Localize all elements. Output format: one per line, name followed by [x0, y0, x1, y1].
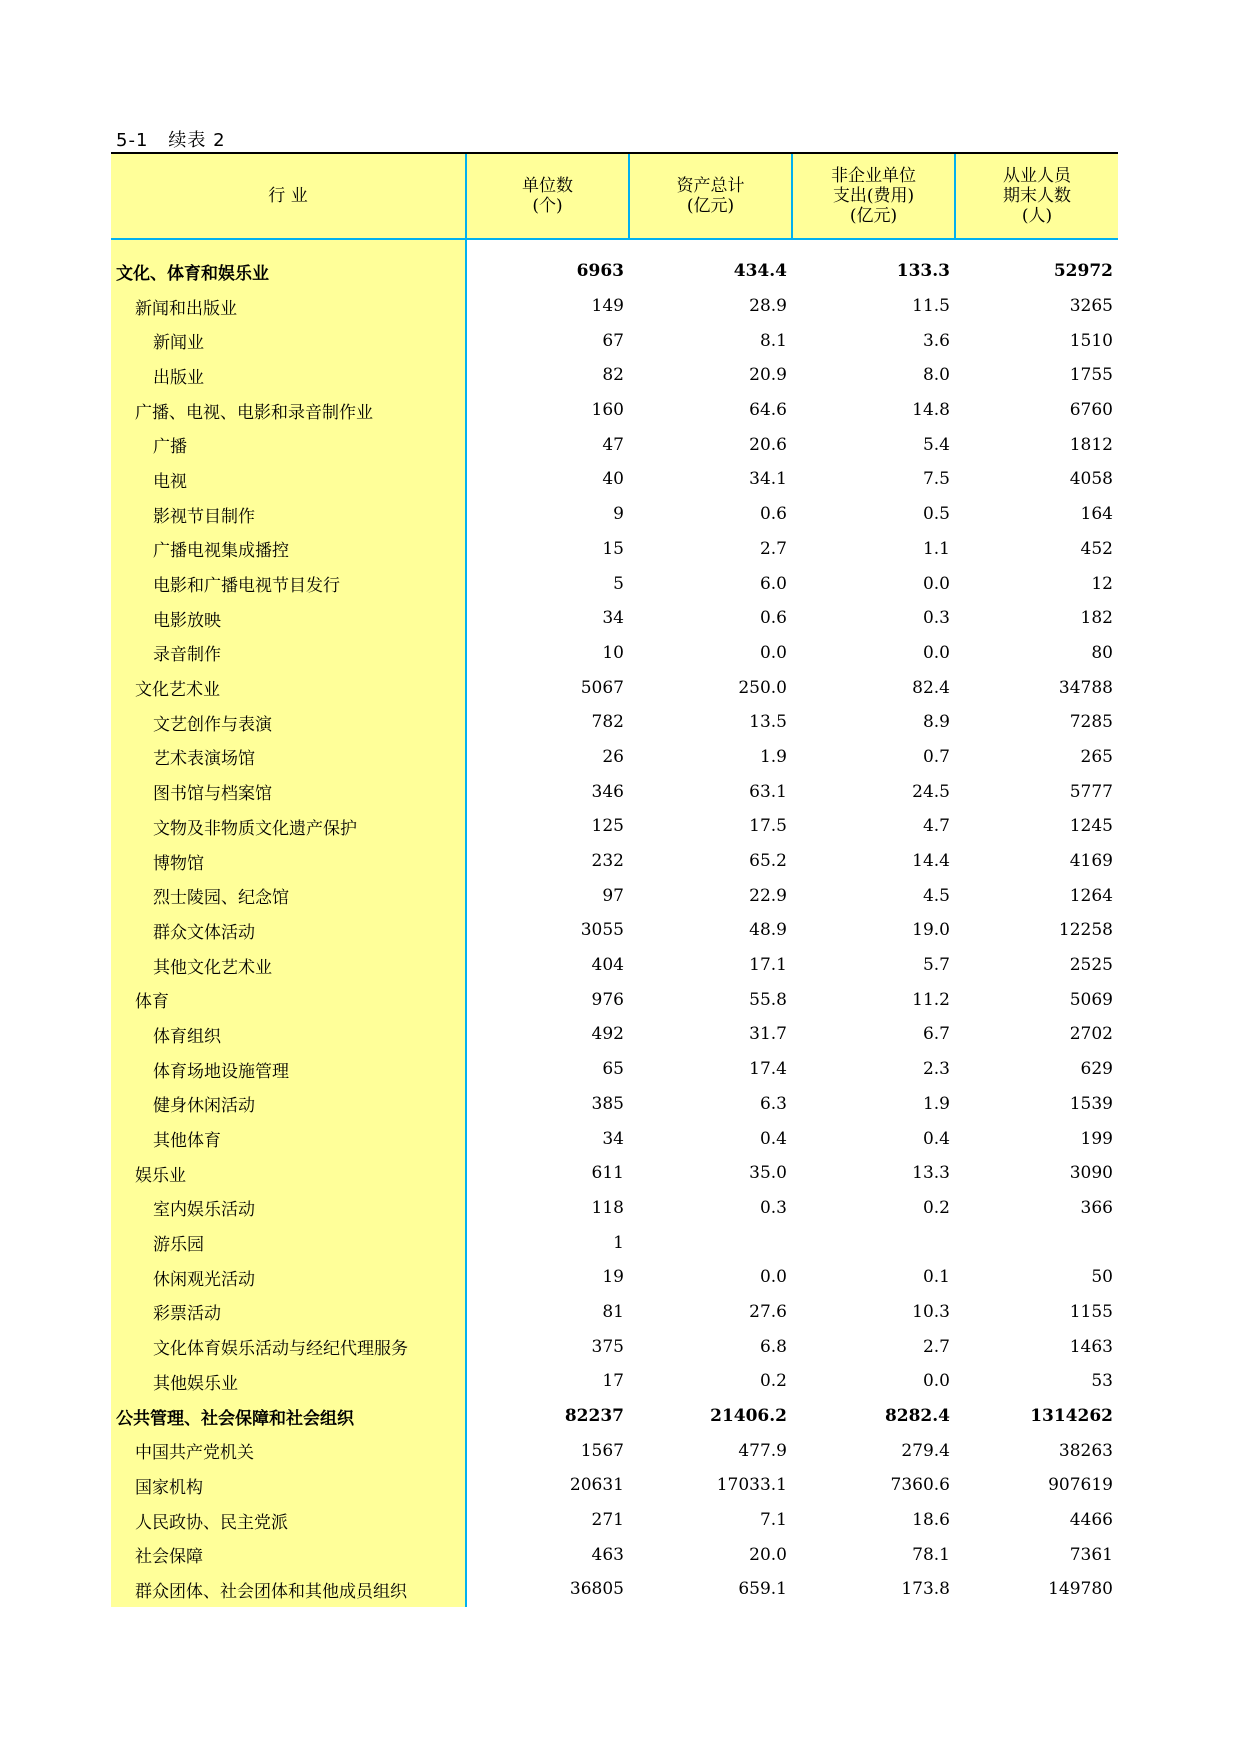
table-row — [111, 774, 1118, 809]
industry-name-cell: 新闻业 — [111, 323, 466, 358]
expenditure-cell: 133.3 — [896, 261, 950, 282]
industry-name-cell: 广播、电视、电影和录音制作业 — [111, 393, 466, 428]
expenditure-cell: 78.1 — [912, 1544, 950, 1565]
table-row — [111, 497, 1118, 532]
employees-cell: 12 — [1091, 573, 1113, 594]
expenditure-cell: 2.7 — [922, 1336, 950, 1357]
table-row — [111, 1295, 1118, 1330]
expenditure-cell: 8.9 — [922, 712, 950, 733]
employees-cell: 907619 — [1048, 1475, 1113, 1496]
total-assets-cell: 7.1 — [759, 1510, 787, 1531]
employees-cell: 5069 — [1069, 989, 1113, 1010]
unit-count-cell: 6963 — [576, 261, 624, 282]
unit-count-cell: 232 — [591, 851, 624, 872]
unit-count-cell: 271 — [591, 1510, 624, 1531]
unit-count-cell: 3055 — [580, 920, 624, 941]
table-row — [111, 809, 1118, 844]
industry-name-cell: 人民政协、民主党派 — [111, 1503, 466, 1538]
table-body — [111, 239, 1118, 1607]
industry-name-cell: 图书馆与档案馆 — [111, 774, 466, 809]
unit-count-cell: 463 — [591, 1544, 624, 1565]
total-assets-cell: 28.9 — [749, 296, 787, 317]
header-line: 行 业 — [268, 186, 308, 206]
industry-name-cell: 社会保障 — [111, 1537, 466, 1572]
header-expenditure — [792, 153, 955, 239]
total-assets-cell: 27.6 — [749, 1301, 787, 1322]
expenditure-cell: 3.6 — [922, 330, 950, 351]
statistics-table — [111, 152, 1118, 1607]
table-row — [111, 1537, 1118, 1572]
employees-cell: 2525 — [1069, 955, 1113, 976]
unit-count-cell: 9 — [613, 504, 624, 525]
industry-name-cell: 休闲观光活动 — [111, 1260, 466, 1295]
unit-count-cell: 65 — [602, 1059, 624, 1080]
expenditure-cell: 82.4 — [912, 677, 950, 698]
employees-cell: 50 — [1091, 1267, 1113, 1288]
industry-name-cell: 广播 — [111, 427, 466, 462]
total-assets-cell: 0.0 — [759, 642, 787, 663]
unit-count-cell: 47 — [602, 434, 624, 455]
table-row — [111, 1121, 1118, 1156]
industry-name-cell: 文艺创作与表演 — [111, 705, 466, 740]
industry-name-cell: 电影放映 — [111, 601, 466, 636]
table-row — [111, 427, 1118, 462]
header-line: 期末人数 — [1003, 186, 1071, 206]
employees-cell: 6760 — [1069, 400, 1113, 421]
header-line: (人) — [1021, 206, 1053, 226]
table-row — [111, 601, 1118, 636]
table-row — [111, 1260, 1118, 1295]
total-assets-cell: 64.6 — [749, 400, 787, 421]
expenditure-cell: 5.7 — [922, 955, 950, 976]
industry-name-cell: 体育 — [111, 982, 466, 1017]
table-row — [111, 1329, 1118, 1364]
total-assets-cell: 17.1 — [749, 955, 787, 976]
table-row — [111, 393, 1118, 428]
total-assets-cell: 17.5 — [749, 816, 787, 837]
expenditure-cell: 8.0 — [922, 365, 950, 386]
total-assets-cell: 34.1 — [749, 469, 787, 490]
total-assets-cell: 0.6 — [759, 608, 787, 629]
industry-name-cell: 健身休闲活动 — [111, 1087, 466, 1122]
total-assets-cell: 0.3 — [759, 1197, 787, 1218]
unit-count-cell: 40 — [602, 469, 624, 490]
employees-cell: 7285 — [1069, 712, 1113, 733]
header-line: 支出(费用) — [832, 186, 915, 206]
total-assets-cell: 250.0 — [738, 677, 787, 698]
expenditure-cell: 11.5 — [912, 296, 950, 317]
industry-name-cell: 电视 — [111, 462, 466, 497]
table-row — [111, 1468, 1118, 1503]
employees-cell: 149780 — [1048, 1579, 1113, 1600]
header-row — [111, 153, 1118, 239]
table-row — [111, 1087, 1118, 1122]
industry-name-cell: 电影和广播电视节目发行 — [111, 566, 466, 601]
expenditure-cell: 279.4 — [901, 1440, 950, 1461]
total-assets-cell: 20.6 — [749, 434, 787, 455]
expenditure-cell: 7.5 — [922, 469, 950, 490]
table-row — [111, 462, 1118, 497]
total-assets-cell: 0.2 — [759, 1371, 787, 1392]
table-row — [111, 323, 1118, 358]
table-row — [111, 948, 1118, 983]
industry-name-cell: 娱乐业 — [111, 1156, 466, 1191]
unit-count-cell: 149 — [591, 296, 624, 317]
industry-name-cell: 新闻和出版业 — [111, 289, 466, 324]
expenditure-cell: 0.2 — [922, 1197, 950, 1218]
industry-name-cell: 出版业 — [111, 358, 466, 393]
total-assets-cell: 434.4 — [733, 261, 787, 282]
unit-count-cell: 20631 — [569, 1475, 624, 1496]
total-assets-cell: 13.5 — [749, 712, 787, 733]
total-assets-cell: 31.7 — [749, 1024, 787, 1045]
table-row — [111, 566, 1118, 601]
expenditure-cell: 10.3 — [912, 1301, 950, 1322]
unit-count-cell: 5 — [613, 573, 624, 594]
total-assets-cell: 1.9 — [759, 746, 787, 767]
expenditure-cell: 4.7 — [922, 816, 950, 837]
table-row — [111, 289, 1118, 324]
total-assets-cell: 0.0 — [759, 1267, 787, 1288]
unit-count-cell: 385 — [591, 1093, 624, 1114]
table-row — [111, 705, 1118, 740]
expenditure-cell: 18.6 — [912, 1510, 950, 1531]
table-row — [111, 844, 1118, 879]
table-row — [111, 1364, 1118, 1399]
table-row — [111, 1156, 1118, 1191]
unit-count-cell: 67 — [602, 330, 624, 351]
expenditure-cell: 0.1 — [922, 1267, 950, 1288]
header-line: 资产总计 — [676, 176, 745, 196]
total-assets-cell: 55.8 — [749, 989, 787, 1010]
employees-cell: 7361 — [1069, 1544, 1113, 1565]
total-assets-cell: 48.9 — [749, 920, 787, 941]
industry-name-cell: 文化体育娱乐活动与经纪代理服务 — [111, 1329, 466, 1364]
industry-name-cell: 广播电视集成播控 — [111, 532, 466, 567]
expenditure-cell: 2.3 — [922, 1059, 950, 1080]
employees-cell: 265 — [1080, 746, 1113, 767]
expenditure-cell: 0.0 — [922, 642, 950, 663]
table-row — [111, 670, 1118, 705]
unit-count-cell: 976 — [591, 989, 624, 1010]
table-row — [111, 239, 1118, 289]
expenditure-cell: 19.0 — [912, 920, 950, 941]
unit-count-cell: 36805 — [569, 1579, 624, 1600]
industry-name-cell: 艺术表演场馆 — [111, 740, 466, 775]
industry-name-cell: 其他娱乐业 — [111, 1364, 466, 1399]
expenditure-cell: 4.5 — [922, 885, 950, 906]
unit-count-cell: 10 — [602, 642, 624, 663]
unit-count-cell: 19 — [602, 1267, 624, 1288]
expenditure-cell — [792, 1225, 955, 1260]
unit-count-cell: 782 — [591, 712, 624, 733]
expenditure-cell: 1.9 — [922, 1093, 950, 1114]
total-assets-cell: 477.9 — [738, 1440, 787, 1461]
table-row — [111, 1052, 1118, 1087]
employees-cell: 1755 — [1069, 365, 1113, 386]
industry-name-cell: 体育组织 — [111, 1017, 466, 1052]
unit-count-cell: 26 — [602, 746, 624, 767]
expenditure-cell: 6.7 — [922, 1024, 950, 1045]
expenditure-cell: 173.8 — [901, 1579, 950, 1600]
unit-count-cell: 404 — [591, 955, 624, 976]
industry-name-cell: 室内娱乐活动 — [111, 1191, 466, 1226]
table-row — [111, 1503, 1118, 1538]
employees-cell: 199 — [1080, 1128, 1113, 1149]
industry-name-cell: 博物馆 — [111, 844, 466, 879]
employees-cell: 2702 — [1069, 1024, 1113, 1045]
employees-cell: 366 — [1080, 1197, 1113, 1218]
table-row — [111, 1017, 1118, 1052]
industry-name-cell: 录音制作 — [111, 636, 466, 671]
table-caption — [116, 126, 226, 152]
industry-name-cell: 体育场地设施管理 — [111, 1052, 466, 1087]
total-assets-cell: 17033.1 — [716, 1475, 787, 1496]
expenditure-cell: 0.5 — [922, 504, 950, 525]
table-number: 5-1 — [116, 130, 149, 151]
industry-name-cell: 公共管理、社会保障和社会组织 — [111, 1399, 466, 1434]
table-row — [111, 740, 1118, 775]
expenditure-cell: 13.3 — [912, 1163, 950, 1184]
total-assets-cell: 63.1 — [749, 781, 787, 802]
total-assets-cell: 20.0 — [749, 1544, 787, 1565]
total-assets-cell: 6.0 — [759, 573, 787, 594]
table-row — [111, 1399, 1118, 1434]
unit-count-cell: 82237 — [564, 1406, 624, 1427]
employees-cell: 164 — [1080, 504, 1113, 525]
unit-count-cell: 1567 — [580, 1440, 624, 1461]
industry-name-cell: 中国共产党机关 — [111, 1433, 466, 1468]
industry-name-cell: 游乐园 — [111, 1225, 466, 1260]
total-assets-cell: 22.9 — [749, 885, 787, 906]
total-assets-cell: 65.2 — [749, 851, 787, 872]
table-row — [111, 1572, 1118, 1607]
employees-cell: 52972 — [1053, 261, 1113, 282]
industry-name-cell: 彩票活动 — [111, 1295, 466, 1330]
unit-count-cell: 5067 — [580, 677, 624, 698]
industry-name-cell: 文化、体育和娱乐业 — [111, 239, 466, 289]
employees-cell: 3090 — [1069, 1163, 1113, 1184]
unit-count-cell: 17 — [602, 1371, 624, 1392]
expenditure-cell: 7360.6 — [890, 1475, 950, 1496]
total-assets-cell: 0.4 — [759, 1128, 787, 1149]
total-assets-cell: 659.1 — [738, 1579, 787, 1600]
header-employees — [955, 153, 1118, 239]
unit-count-cell: 346 — [591, 781, 624, 802]
header-line: (亿元) — [849, 206, 898, 226]
unit-count-cell: 97 — [602, 885, 624, 906]
industry-name-cell: 烈士陵园、纪念馆 — [111, 878, 466, 913]
unit-count-cell: 34 — [602, 1128, 624, 1149]
expenditure-cell: 0.0 — [922, 1371, 950, 1392]
header-industry — [111, 153, 466, 239]
industry-name-cell: 影视节目制作 — [111, 497, 466, 532]
employees-cell: 80 — [1091, 642, 1113, 663]
employees-cell: 53 — [1091, 1371, 1113, 1392]
unit-count-cell: 492 — [591, 1024, 624, 1045]
unit-count-cell: 375 — [591, 1336, 624, 1357]
industry-name-cell: 国家机构 — [111, 1468, 466, 1503]
expenditure-cell: 11.2 — [912, 989, 950, 1010]
expenditure-cell: 1.1 — [922, 538, 950, 559]
total-assets-cell: 6.8 — [759, 1336, 787, 1357]
table-continuation: 续表 2 — [168, 130, 226, 151]
employees-cell: 1539 — [1069, 1093, 1113, 1114]
employees-cell: 4058 — [1069, 469, 1113, 490]
expenditure-cell: 0.3 — [922, 608, 950, 629]
industry-name-cell: 群众文体活动 — [111, 913, 466, 948]
header-line: (个) — [532, 196, 563, 216]
employees-cell: 4466 — [1069, 1510, 1113, 1531]
expenditure-cell: 14.8 — [912, 400, 950, 421]
header-line: 从业人员 — [1003, 166, 1071, 186]
unit-count-cell: 81 — [602, 1301, 624, 1322]
unit-count-cell: 82 — [602, 365, 624, 386]
employees-cell: 629 — [1080, 1059, 1113, 1080]
header-line: 非企业单位 — [831, 166, 916, 186]
employees-cell: 12258 — [1058, 920, 1113, 941]
employees-cell — [955, 1225, 1118, 1260]
total-assets-cell: 6.3 — [759, 1093, 787, 1114]
table-row — [111, 1433, 1118, 1468]
industry-name-cell: 其他文化艺术业 — [111, 948, 466, 983]
employees-cell: 4169 — [1069, 851, 1113, 872]
employees-cell: 5777 — [1069, 781, 1113, 802]
header-total-assets — [629, 153, 792, 239]
unit-count-cell: 1 — [613, 1232, 624, 1253]
table-row — [111, 913, 1118, 948]
employees-cell: 1812 — [1069, 434, 1113, 455]
total-assets-cell: 2.7 — [759, 538, 787, 559]
table-row — [111, 358, 1118, 393]
table-row — [111, 1225, 1118, 1260]
expenditure-cell: 24.5 — [912, 781, 950, 802]
table-row — [111, 1191, 1118, 1226]
unit-count-cell: 34 — [602, 608, 624, 629]
industry-name-cell: 文化艺术业 — [111, 670, 466, 705]
unit-count-cell: 611 — [591, 1163, 624, 1184]
employees-cell: 38263 — [1058, 1440, 1113, 1461]
total-assets-cell: 17.4 — [749, 1059, 787, 1080]
table-row — [111, 532, 1118, 567]
employees-cell: 1264 — [1069, 885, 1113, 906]
header-line: (亿元) — [686, 196, 735, 216]
employees-cell: 34788 — [1058, 677, 1113, 698]
total-assets-cell: 8.1 — [759, 330, 787, 351]
employees-cell: 182 — [1080, 608, 1113, 629]
table-row — [111, 878, 1118, 913]
employees-cell: 452 — [1080, 538, 1113, 559]
unit-count-cell: 160 — [591, 400, 624, 421]
total-assets-cell: 20.9 — [749, 365, 787, 386]
expenditure-cell: 0.4 — [922, 1128, 950, 1149]
industry-name-cell: 群众团体、社会团体和其他成员组织 — [111, 1572, 466, 1607]
total-assets-cell — [629, 1225, 792, 1260]
table-row — [111, 982, 1118, 1017]
expenditure-cell: 0.7 — [922, 746, 950, 767]
industry-name-cell: 文物及非物质文化遗产保护 — [111, 809, 466, 844]
header-line: 单位数 — [522, 176, 573, 196]
unit-count-cell: 118 — [591, 1197, 624, 1218]
expenditure-cell: 14.4 — [912, 851, 950, 872]
employees-cell: 3265 — [1069, 296, 1113, 317]
header-unit-count — [466, 153, 629, 239]
total-assets-cell: 0.6 — [759, 504, 787, 525]
employees-cell: 1155 — [1069, 1301, 1113, 1322]
industry-name-cell: 其他体育 — [111, 1121, 466, 1156]
unit-count-cell: 125 — [591, 816, 624, 837]
employees-cell: 1463 — [1069, 1336, 1113, 1357]
employees-cell: 1245 — [1069, 816, 1113, 837]
unit-count-cell: 15 — [602, 538, 624, 559]
total-assets-cell: 35.0 — [749, 1163, 787, 1184]
expenditure-cell: 0.0 — [922, 573, 950, 594]
employees-cell: 1510 — [1069, 330, 1113, 351]
expenditure-cell: 8282.4 — [884, 1406, 950, 1427]
table-row — [111, 636, 1118, 671]
total-assets-cell: 21406.2 — [710, 1406, 787, 1427]
employees-cell: 1314262 — [1030, 1406, 1113, 1427]
expenditure-cell: 5.4 — [922, 434, 950, 455]
